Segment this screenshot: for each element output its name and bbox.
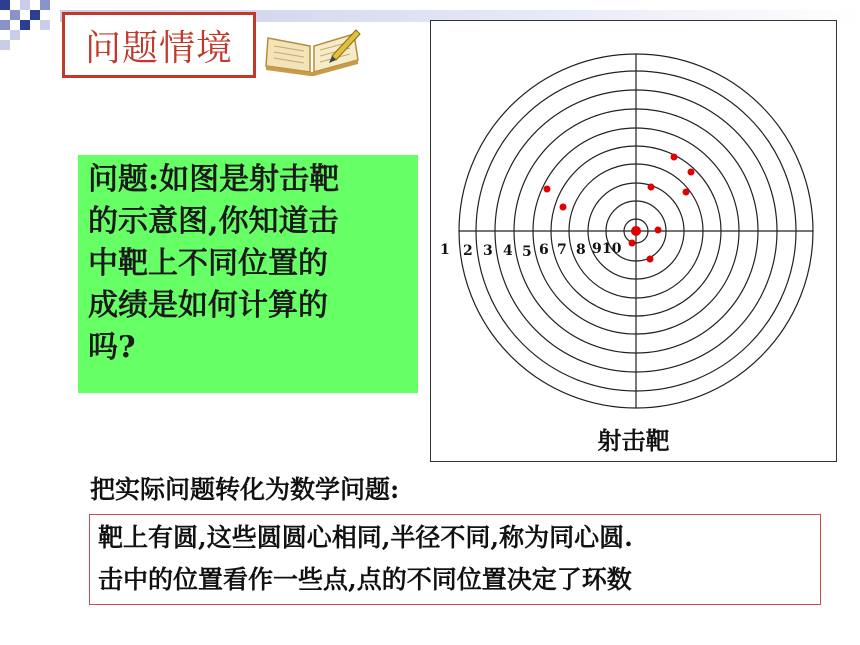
question-line: 中靶上不同位置的 [88, 246, 328, 281]
hit-point [648, 184, 655, 191]
question-text [88, 159, 408, 369]
ring-label: 6 [539, 242, 549, 258]
ring-label: 8 [576, 242, 586, 258]
hit-point [683, 189, 690, 196]
ring-label: 7 [557, 242, 567, 258]
question-box [78, 155, 418, 393]
answer-line: 击中的位置看作一些点,点的不同位置决定了环数 [98, 565, 632, 594]
target-diagram [431, 21, 836, 461]
ring-label: 3 [483, 243, 493, 259]
hit-point [671, 154, 678, 161]
ring-label: 4 [503, 243, 513, 259]
answer-box [89, 514, 821, 605]
hit-point [688, 169, 695, 176]
title-box [62, 12, 256, 78]
ring-label: 5 [522, 244, 532, 260]
ring-label: 9 [592, 241, 602, 257]
ring-label: 10 [602, 241, 622, 257]
hit-point [544, 186, 551, 193]
bullseye-dot [631, 226, 641, 236]
target-figure [430, 20, 837, 462]
question-line: 吗? [88, 330, 136, 365]
hit-point [560, 204, 567, 211]
target-caption: 射击靶 [597, 426, 670, 455]
subheading: 把实际问题转化为数学问题: [90, 475, 400, 504]
page-title: 问题情境 [84, 27, 233, 69]
answer-line: 靶上有圆,这些圆圆心相同,半径不同,称为同心圆. [98, 523, 633, 552]
book-pencil-icon [262, 26, 362, 82]
hit-point [655, 227, 662, 234]
question-line: 成绩是如何计算的 [88, 288, 328, 323]
ring-label: 1 [440, 242, 450, 258]
question-line: 问题:如图是射击靶 [88, 162, 340, 197]
ring-label: 2 [463, 243, 473, 259]
hit-point [629, 240, 636, 247]
question-line: 的示意图,你知道击 [88, 204, 339, 239]
hit-point [647, 256, 654, 263]
